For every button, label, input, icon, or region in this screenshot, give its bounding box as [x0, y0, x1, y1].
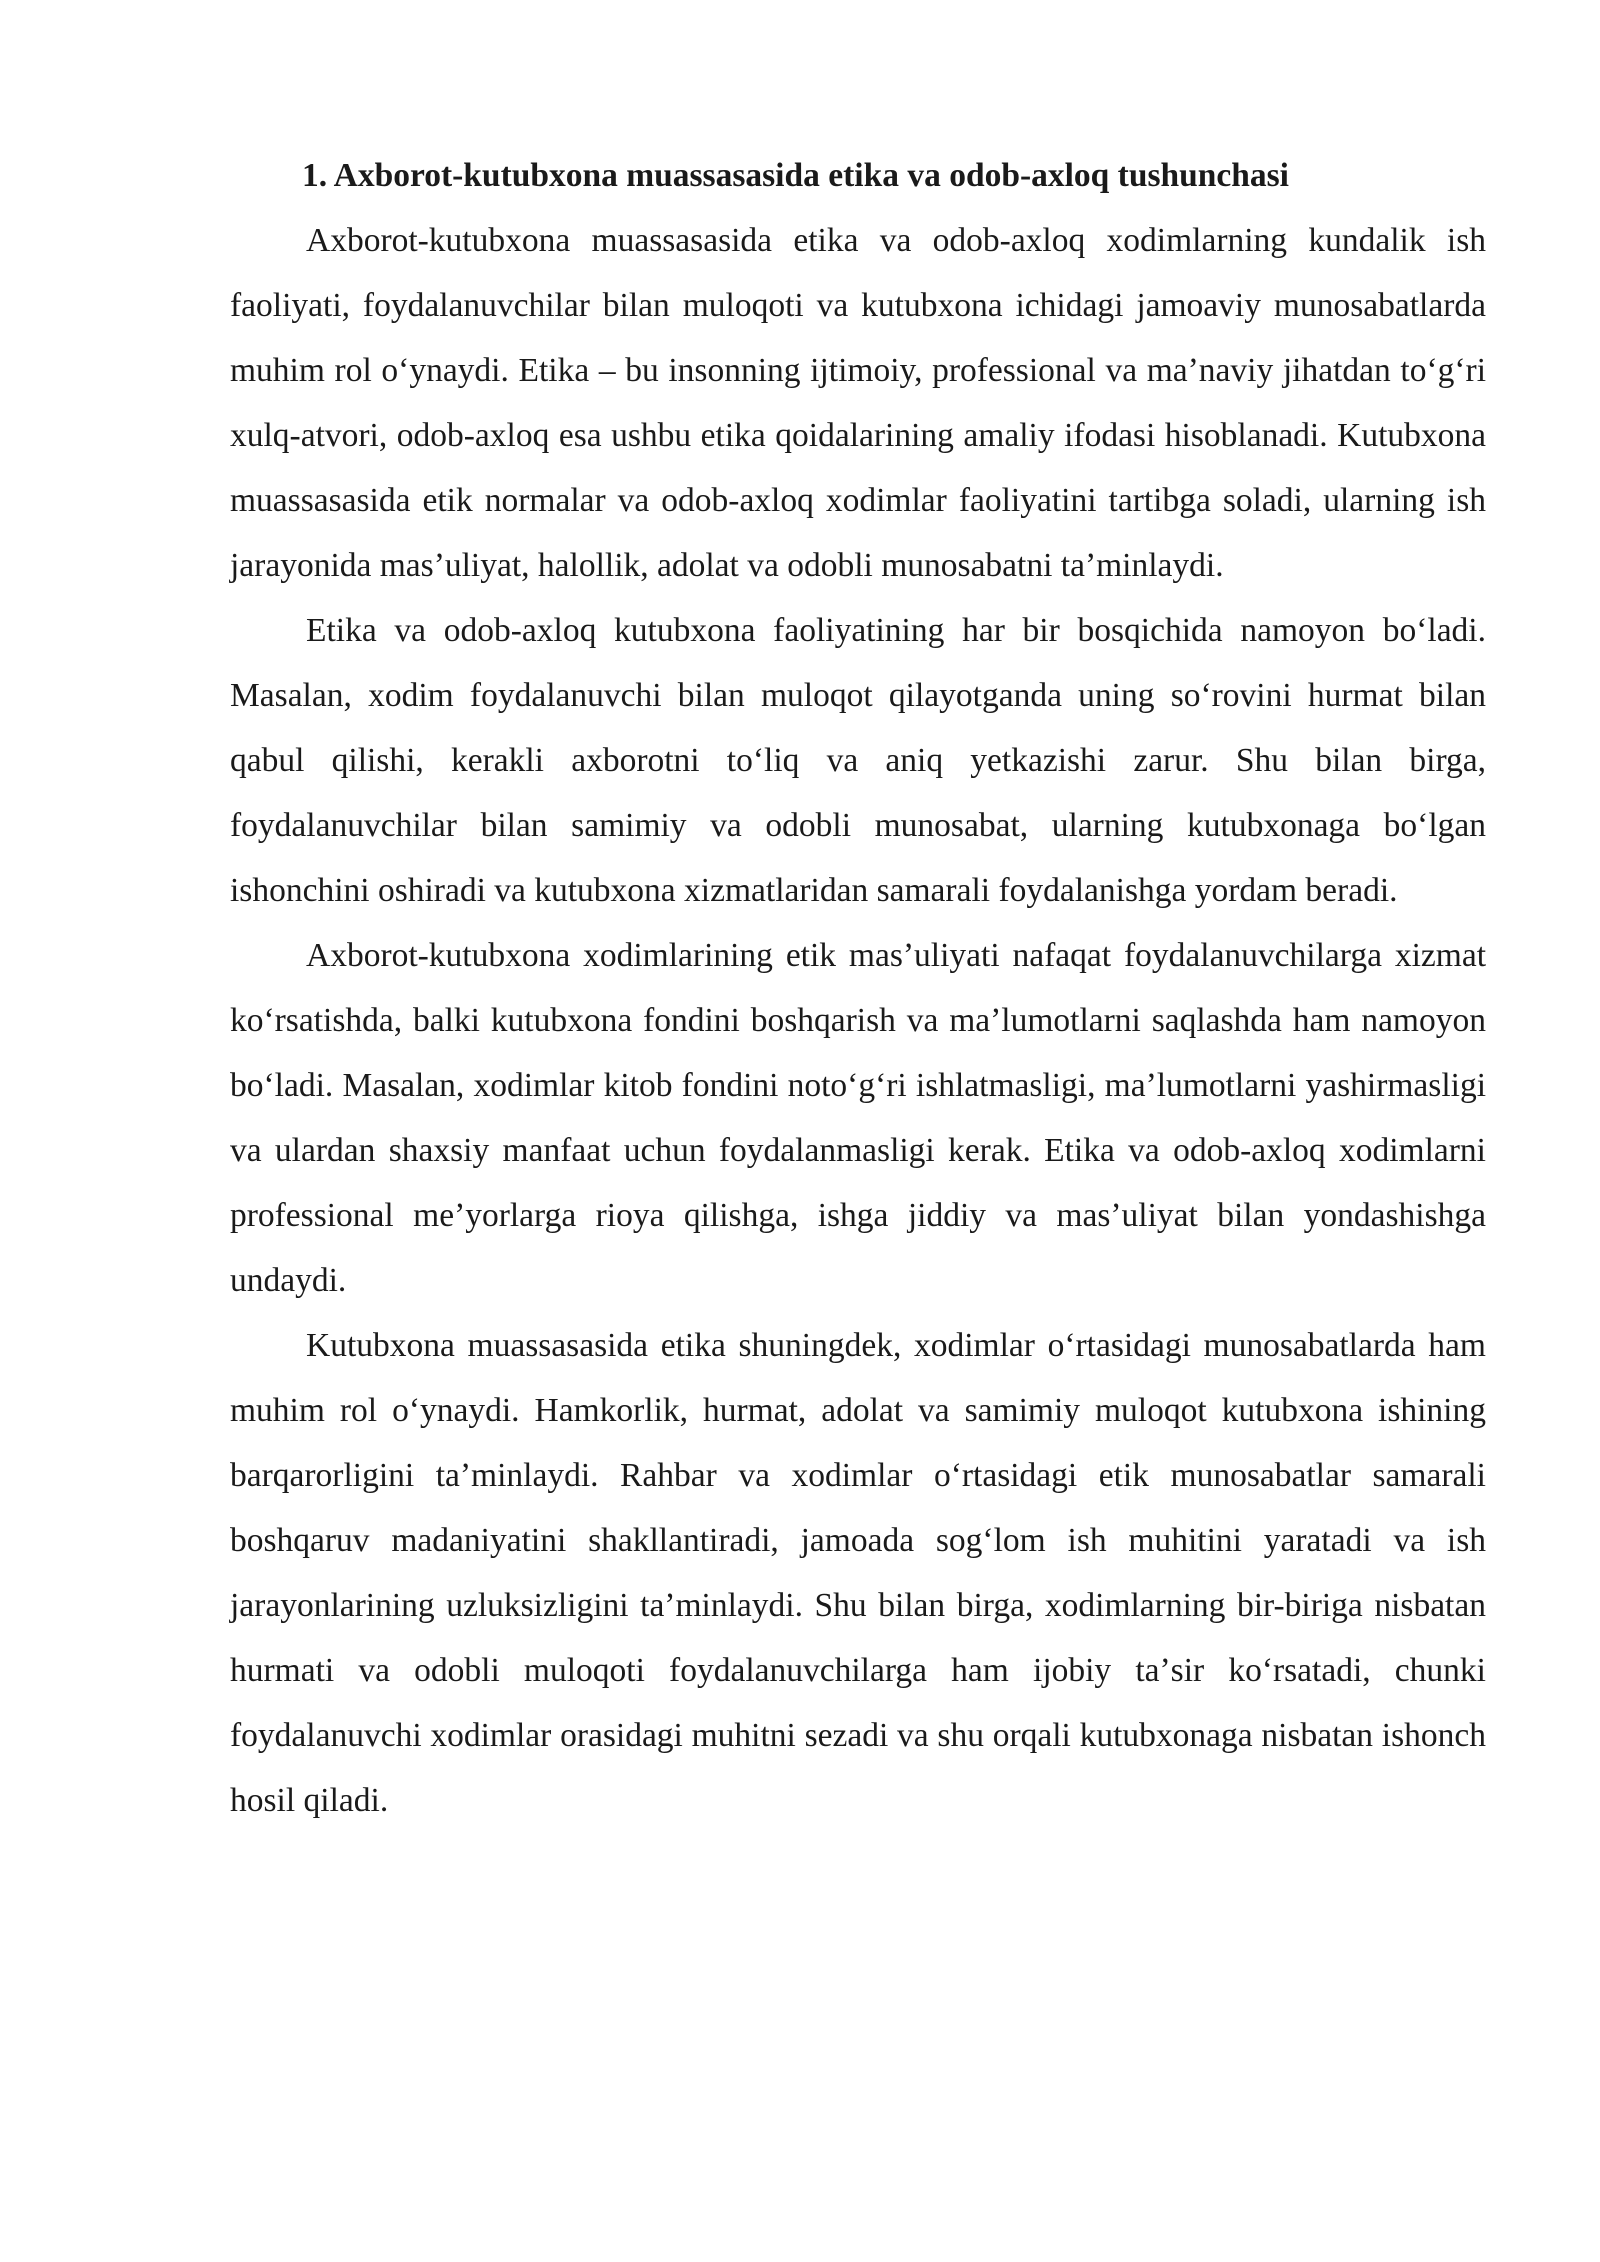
paragraph-1: Axborot-kutubxona muassasasida etika va odob-axloq xodimlarning kundalik ish faoliyati, foydalanuvchilar bilan muloqoti va kutubxona ichidagi jamoaviy munosabatlarda muhim rol oʻynaydi. Etika – bu insonning ijtimoiy, professional va maʼnaviy jihatdan toʻgʻri xulq-atvori, odob-axloq esa ushbu etika qoidalarining amaliy ifodasi hisoblanadi. Kutubxona muassasasida etik normalar va odob-axloq xodimlar faoliyatini tartibga soladi, ularning ish jarayonida masʼuliyat, halollik, adolat va odobli munosabatni taʼminlaydi. [230, 222, 1486, 584]
paragraph-3: Axborot-kutubxona xodimlarining etik masʼuliyati nafaqat foydalanuvchilarga xizmat koʻrsatishda, balki kutubxona fondini boshqarish va maʼlumotlarni saqlashda ham namoyon boʻladi. Masalan, xodimlar kitob fondini notoʻgʻri ishlatmasligi, maʼlumotlarni yashirmasligi va ulardan shaxsiy manfaat uchun foydalanmasligi kerak. Etika va odob-axloq xodimlarni professional meʼyorlarga rioya qilishga, ishga jiddiy va masʼuliyat bilan yondashishga undaydi. [230, 937, 1486, 1299]
section-heading: 1. Axborot-kutubxona muassasasida etika va odob-axloq tushunchasi [302, 157, 1289, 194]
paragraph-2: Etika va odob-axloq kutubxona faoliyatining har bir bosqichida namoyon boʻladi. Masalan, xodim foydalanuvchi bilan muloqot qilayotganda uning soʻrovini hurmat bilan qabul qilishi, kerakli axborotni toʻliq va aniq yetkazishi zarur. Shu bilan birga, foydalanuvchilar bilan samimiy va odobli munosabat, ularning kutubxonaga boʻlgan ishonchini oshiradi va kutubxona xizmatlaridan samarali foydalanishga yordam beradi. [230, 612, 1486, 909]
paragraph-4: Kutubxona muassasasida etika shuningdek, xodimlar oʻrtasidagi munosabatlarda ham muhim rol oʻynaydi. Hamkorlik, hurmat, adolat va samimiy muloqot kutubxona ishining barqarorligini taʼminlaydi. Rahbar va xodimlar oʻrtasidagi etik munosabatlar samarali boshqaruv madaniyatini shakllantiradi, jamoada sogʻlom ish muhitini yaratadi va ish jarayonlarining uzluksizligini taʼminlaydi. Shu bilan birga, xodimlarning bir-biriga nisbatan hurmati va odobli muloqoti foydalanuvchilarga ham ijobiy taʼsir koʻrsatadi, chunki foydalanuvchi xodimlar orasidagi muhitni sezadi va shu orqali kutubxonaga nisbatan ishonch hosil qiladi. [230, 1327, 1486, 1819]
document-page [230, 148, 1486, 1833]
